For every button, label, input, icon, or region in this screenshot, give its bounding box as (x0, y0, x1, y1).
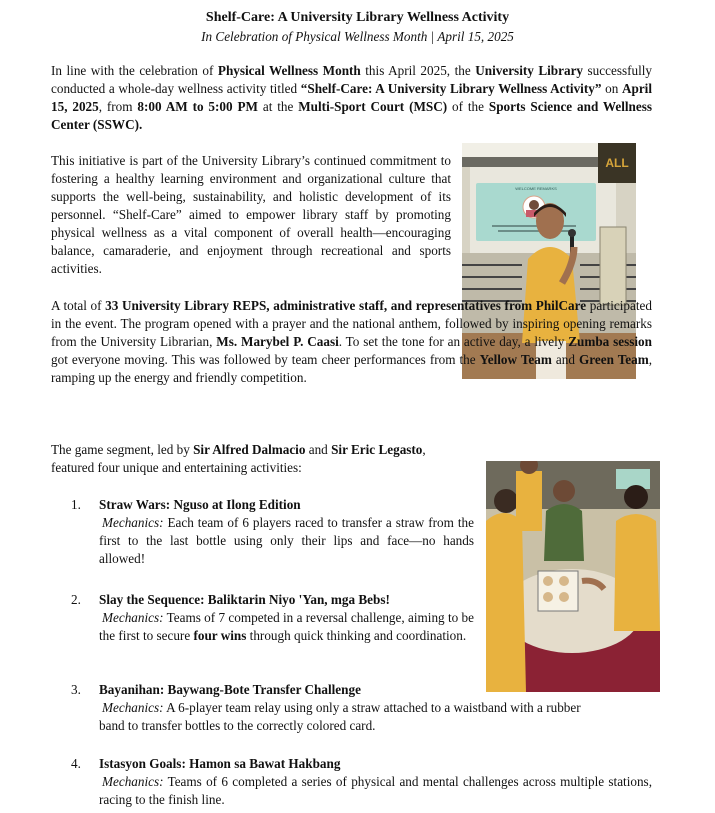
banner-text: ALL (605, 156, 629, 170)
activity-mechanics: Mechanics: A 6-player team relay using only a straw attached to a waistband with a rubber band to transfer bottles to the correctly colored card. (99, 700, 581, 733)
article-subtitle: In Celebration of Physical Wellness Month | April 15, 2025 (201, 29, 514, 44)
activity-name: Bayanihan: Baywang-Bote Transfer Challenge (99, 682, 361, 697)
list-item-number: 1. (71, 497, 81, 512)
games-intro-paragraph: The game segment, led by Sir Alfred Dalmacio and Sir Eric Legasto, featured four unique and entertaining activities: (51, 442, 426, 475)
intro-paragraph: In line with the celebration of Physical Wellness Month this April 2025, the University Library successfully conducted a whole-day wellness activity titled “Shelf-Care: A University Library Wellness Activity” on April 15, 2025, from 8:00 AM to 5:00 PM at the Multi-Sport Court (MSC) of the Sports Science and Wellness Center (SSWC). (51, 63, 653, 132)
activity-name: Istasyon Goals: Hamon sa Bawat Hakbang (99, 756, 341, 771)
activity-mechanics: Mechanics: Each team of 6 players raced to transfer a straw from the first to the last bottle using only their lips and face—no hands allowed! (99, 515, 474, 566)
activity-name: Slay the Sequence: Baliktarin Niyo 'Yan, mga Bebs! (99, 592, 390, 607)
list-item-number: 4. (71, 756, 81, 771)
article-title: Shelf-Care: A University Library Wellness Activity (205, 10, 510, 25)
game-photo (486, 461, 660, 692)
activity-mechanics: Mechanics: Teams of 7 competed in a reversal challenge, aiming to be the first to secure four wins through quick thinking and coordination. (99, 610, 474, 643)
list-item-number: 2. (71, 592, 81, 607)
activity-mechanics: Mechanics: Teams of 6 completed a series of physical and mental challenges across multiple stations, racing to the finish line. (99, 774, 652, 807)
participants-paragraph: A total of 33 University Library REPS, administrative staff, and representatives from PhilCare participated in the event. The program opened with a prayer and the national anthem, followed by inspiring opening remarks from the University Librarian, Ms. Marybel P. Caasi. To set the tone for an active day, a lively Zumba session got everyone moving. This was followed by team cheer performances from the Yellow Team and Green Team, ramping up the energy and friendly competition. (51, 298, 653, 385)
list-item-number: 3. (71, 682, 81, 697)
activity-name: Straw Wars: Nguso at Ilong Edition (99, 497, 301, 512)
initiative-paragraph: This initiative is part of the University Library’s continued commitment to fostering a healthy learning environment and organizational culture that supports the well-being, sustainability, and holistic development of its personnel. “Shelf-Care” aimed to empower library staff by promoting physical wellness as a vital component of overall health—encouraging balance, camaraderie, and enjoyment through recreational and sports activities. (51, 153, 451, 276)
slide-title: WELCOME REMARKS (515, 186, 557, 191)
